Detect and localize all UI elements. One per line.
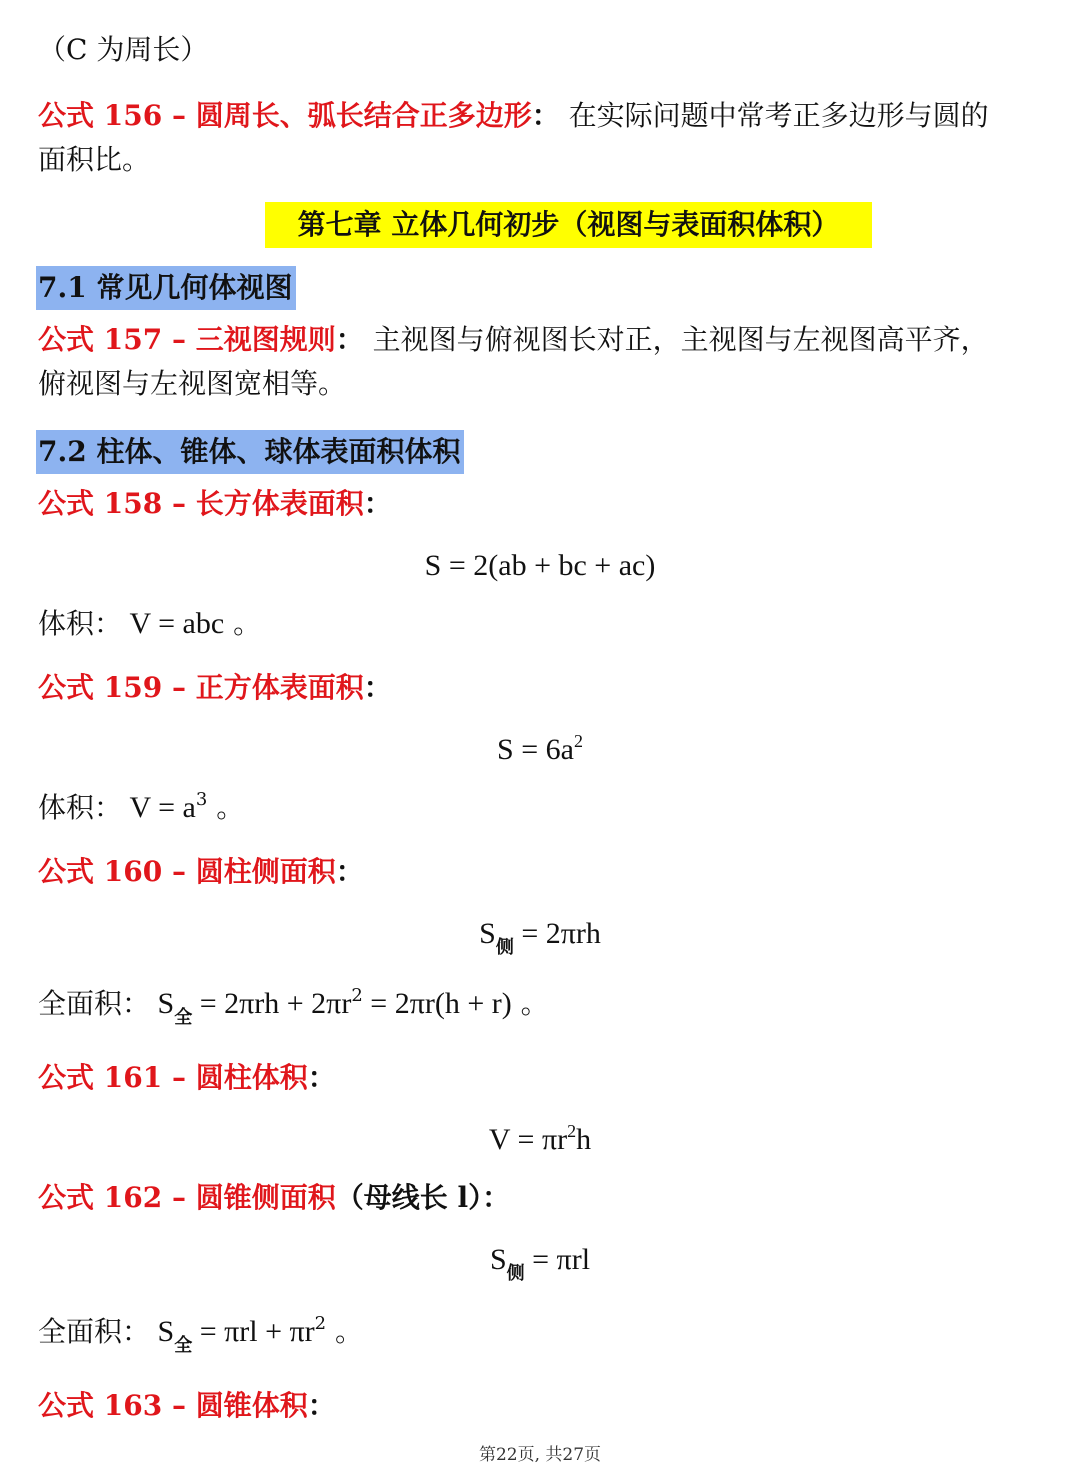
formula-161-main: V = πr (488, 1123, 568, 1156)
total-exponent: 2 (351, 985, 363, 1006)
formula-160-lateral (0, 914, 1080, 958)
total-subscript: 全 (174, 1007, 193, 1028)
total-formula-a: = πrl + πr (192, 1315, 315, 1348)
formula-156-colon: ： (531, 99, 560, 132)
formula-156-text: 在实际问题中常考正多边形与圆的 (559, 99, 989, 132)
total-area-label: 全面积： (38, 1315, 151, 1348)
formula-160-label: 公式 160 – 圆柱侧面积 (38, 855, 336, 888)
formula-162 (38, 1178, 510, 1218)
volume-exponent: 3 (195, 789, 208, 810)
formula-157-colon: ： (335, 323, 364, 356)
formula-158-colon: ： (363, 487, 392, 520)
section-7-1-heading: 7.1 常见几何体视图 (36, 266, 296, 310)
formula-161-label: 公式 161 – 圆柱体积 (38, 1061, 308, 1094)
formula-161-colon: ： (307, 1061, 336, 1094)
formula-163-label: 公式 163 – 圆锥体积 (38, 1389, 308, 1422)
total-end: 。 (511, 987, 549, 1020)
formula-162-subscript: 侧 (506, 1263, 525, 1284)
section-7-2-heading: 7.2 柱体、锥体、球体表面积体积 (36, 430, 464, 474)
formula-159-colon: ： (363, 671, 392, 704)
formula-160-s: S (479, 917, 496, 950)
formula-161 (38, 1058, 336, 1098)
total-s: S (150, 987, 175, 1020)
formula-162-rest: = πrl (524, 1243, 591, 1276)
formula-163 (38, 1386, 336, 1426)
formula-162-lateral (0, 1240, 1080, 1284)
formula-161-end: h (576, 1123, 592, 1156)
total-formula-a: = 2πrh + 2πr (192, 987, 352, 1020)
formula-157 (38, 320, 989, 360)
formula-158-surface: S = 2(ab + bc + ac) (424, 549, 656, 582)
formula-159-exponent: 2 (573, 731, 583, 751)
formula-159-surface (0, 730, 1080, 770)
perimeter-note: （C 为周长） (38, 33, 209, 66)
formula-158 (38, 484, 392, 524)
formula-156 (38, 96, 989, 136)
formula-159 (38, 668, 392, 708)
formula-159-volume (38, 788, 244, 828)
formula-157-continuation: 俯视图与左视图宽相等。 (38, 367, 347, 400)
volume-label: 体积： (38, 607, 123, 640)
formula-156-label: 公式 156 – 圆周长、弧长结合正多边形 (38, 99, 532, 132)
formula-162-total (38, 1312, 364, 1356)
total-formula-b: = 2πr(h + r) (362, 987, 512, 1020)
volume-formula: V = abc (122, 607, 225, 640)
volume-label: 体积： (38, 791, 123, 824)
total-subscript: 全 (174, 1335, 193, 1356)
volume-formula: V = a (122, 791, 196, 824)
volume-end: 。 (207, 791, 245, 824)
total-end: 。 (326, 1315, 364, 1348)
formula-157-label: 公式 157 – 三视图规则 (38, 323, 336, 356)
formula-160 (38, 852, 364, 892)
total-area-label: 全面积： (38, 987, 151, 1020)
formula-156-continuation: 面积比。 (38, 143, 151, 176)
formula-158-volume (38, 604, 261, 644)
page-footer: 第22页, 共27页 (478, 1445, 602, 1465)
formula-160-colon: ： (335, 855, 364, 888)
formula-162-paren: （母线长 l）： (335, 1181, 511, 1214)
formula-159-main: S = 6a (497, 733, 574, 766)
formula-161-exponent: 2 (567, 1121, 577, 1141)
formula-160-total (38, 984, 549, 1028)
formula-162-s: S (489, 1243, 507, 1276)
formula-160-subscript: 侧 (495, 937, 514, 958)
formula-160-rest: = 2πrh (513, 917, 601, 950)
formula-158-label: 公式 158 – 长方体表面积 (38, 487, 364, 520)
volume-end: 。 (224, 607, 262, 640)
total-s: S (150, 1315, 175, 1348)
formula-163-colon: ： (307, 1389, 336, 1422)
formula-159-label: 公式 159 – 正方体表面积 (38, 671, 364, 704)
formula-162-label: 公式 162 – 圆锥侧面积 (38, 1181, 336, 1214)
formula-157-text: 主视图与俯视图长对正，主视图与左视图高平齐， (363, 323, 989, 356)
total-exponent: 2 (314, 1313, 327, 1334)
chapter-7-heading: 第七章 立体几何初步（视图与表面积体积） (265, 202, 872, 248)
formula-161-volume (0, 1120, 1080, 1160)
